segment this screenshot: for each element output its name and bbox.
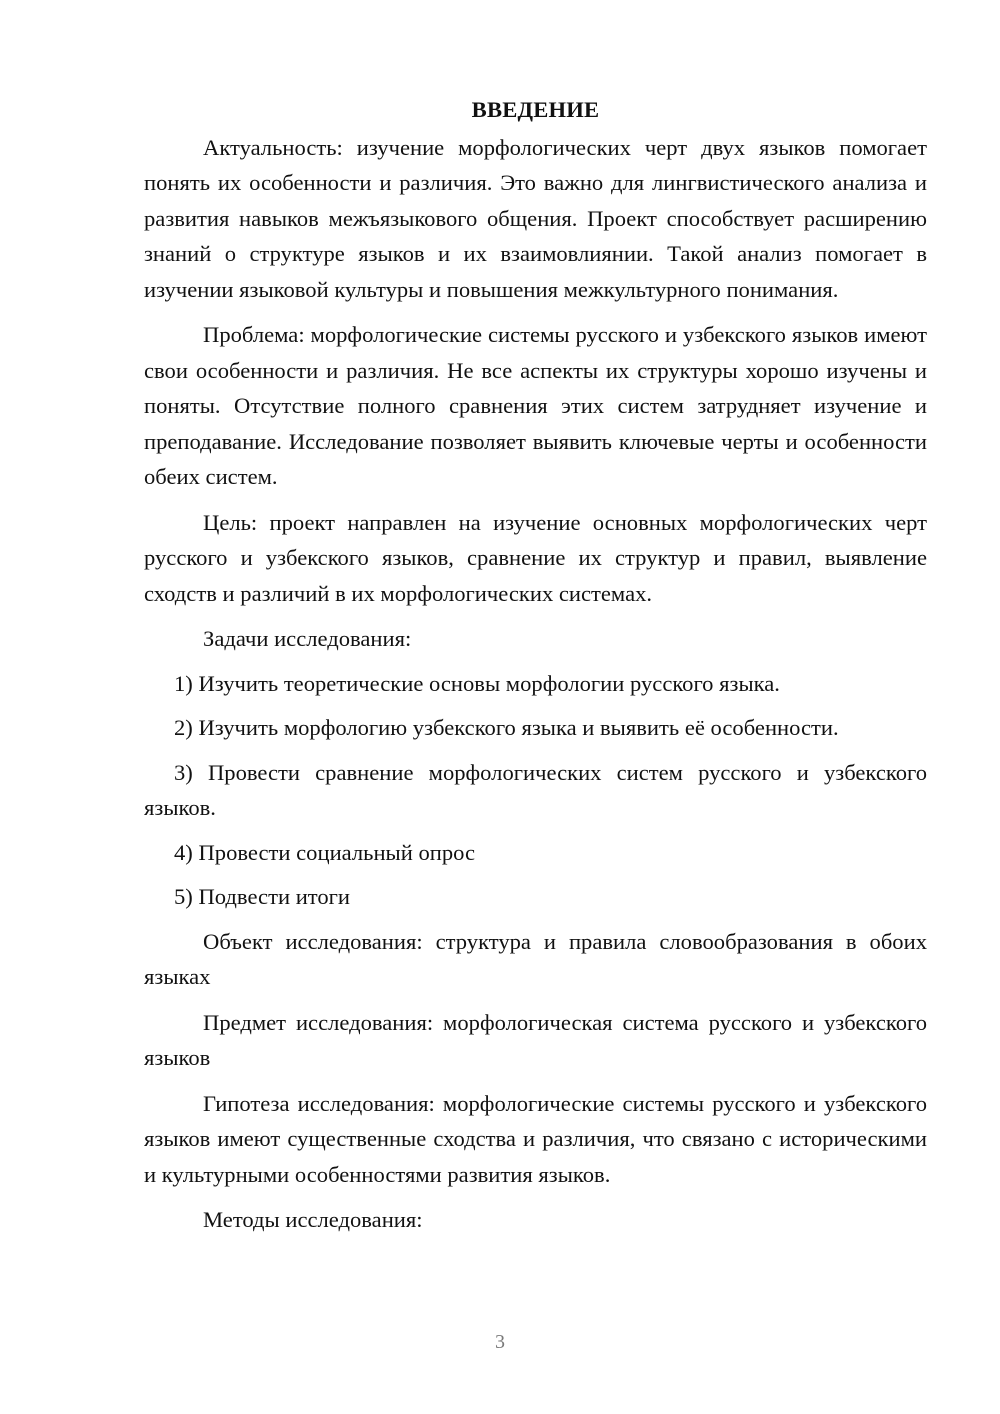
tasks-heading: Задачи исследования: [203, 626, 412, 651]
subject-paragraph: Предмет исследования: морфологическая система русского и узбекского языков [144, 1009, 927, 1070]
section-title: ВВЕДЕНИЕ [471, 97, 600, 122]
task-item-2: 2) Изучить морфологию узбекского языка и выявить её особенности. [174, 715, 839, 740]
problem-paragraph: Проблема: морфологические системы русского и узбекского языков имеют свои особенности и различия. Не все аспекты их структуры хорошо изучены и поняты. Отсутствие полного сравнения этих систем затрудняет изучение и преподавание. Исследование позволяет выявить ключевые черты и особенности обеих систем. [144, 322, 927, 489]
relevance-paragraph: Актуальность: изучение морфологических черт двух языков помогает понять их особенности и различия. Это важно для лингвистического анализа и развития навыков межъязыкового общения. Проект способствует расширению знаний о структуре языков и их взаимовлиянии. Такой анализ помогает в изучении языковой культуры и повышения межкультурного понимания. [144, 134, 927, 302]
task-item-4: 4) Провести социальный опрос [174, 839, 476, 865]
document-page [144, 92, 927, 1248]
task-item-5: 5) Подвести итоги [174, 884, 351, 909]
page-number: 3 [495, 1331, 505, 1353]
task-item-3: 3) Провести сравнение морфологических систем русского и узбекского языков. [144, 759, 927, 820]
methods-heading: Методы исследования: [203, 1207, 423, 1232]
object-paragraph: Объект исследования: структура и правила словообразования в обоих языках [144, 928, 927, 989]
task-item-1: 1) Изучить теоретические основы морфологии русского языка. [174, 670, 780, 696]
hypothesis-paragraph: Гипотеза исследования: морфологические системы русского и узбекского языков имеют существенные сходства и различия, что связано с историческими и культурными особенностями развития языков. [144, 1090, 927, 1187]
goal-paragraph: Цель: проект направлен на изучение основных морфологических черт русского и узбекского языков, сравнение их структур и правил, выявление сходств и различий в их морфологических системах. [144, 509, 927, 606]
